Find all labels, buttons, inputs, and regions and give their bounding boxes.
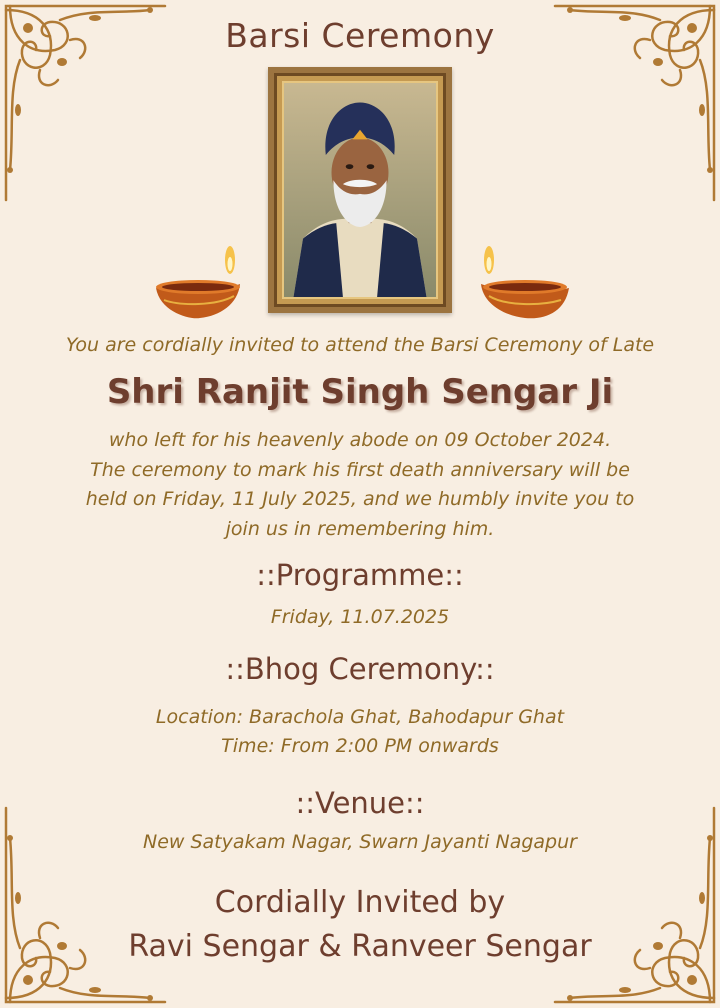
invited-by-heading: Cordially Invited by xyxy=(214,885,506,920)
programme-heading: ::Programme:: xyxy=(256,558,464,592)
message-paragraph xyxy=(0,426,720,544)
deceased-name: Shri Ranjit Singh Sengar Ji xyxy=(106,372,614,412)
message-line: who left for his heavenly abode on 09 October 2024. xyxy=(108,429,612,451)
message-line: join us in remembering him. xyxy=(225,517,495,540)
invite-line: You are cordially invited to attend the Barsi Ceremony of Late xyxy=(65,334,655,356)
programme-date: Friday, 11.07.2025 xyxy=(270,606,450,628)
bhog-heading: ::Bhog Ceremony:: xyxy=(225,652,495,686)
diya-lamp-icon xyxy=(150,240,250,320)
message-line: held on Friday, 11 July 2025, and we humbly invite you to xyxy=(85,488,635,510)
portrait-photo xyxy=(284,83,436,297)
bhog-details xyxy=(0,703,720,761)
venue-heading: ::Venue:: xyxy=(295,786,425,820)
card-title: Barsi Ceremony xyxy=(225,16,495,55)
portrait-frame xyxy=(268,67,452,313)
bhog-location: Location: Barachola Ghat, Bahodapur Ghat xyxy=(155,706,565,728)
diya-lamp-icon xyxy=(475,240,575,320)
bhog-time: Time: From 2:00 PM onwards xyxy=(221,735,499,757)
venue-address: New Satyakam Nagar, Swarn Jayanti Nagapur xyxy=(143,831,577,853)
message-line: The ceremony to mark his first death anniversary will be xyxy=(90,458,630,481)
invited-by-names: Ravi Sengar & Ranveer Sengar xyxy=(128,929,592,964)
